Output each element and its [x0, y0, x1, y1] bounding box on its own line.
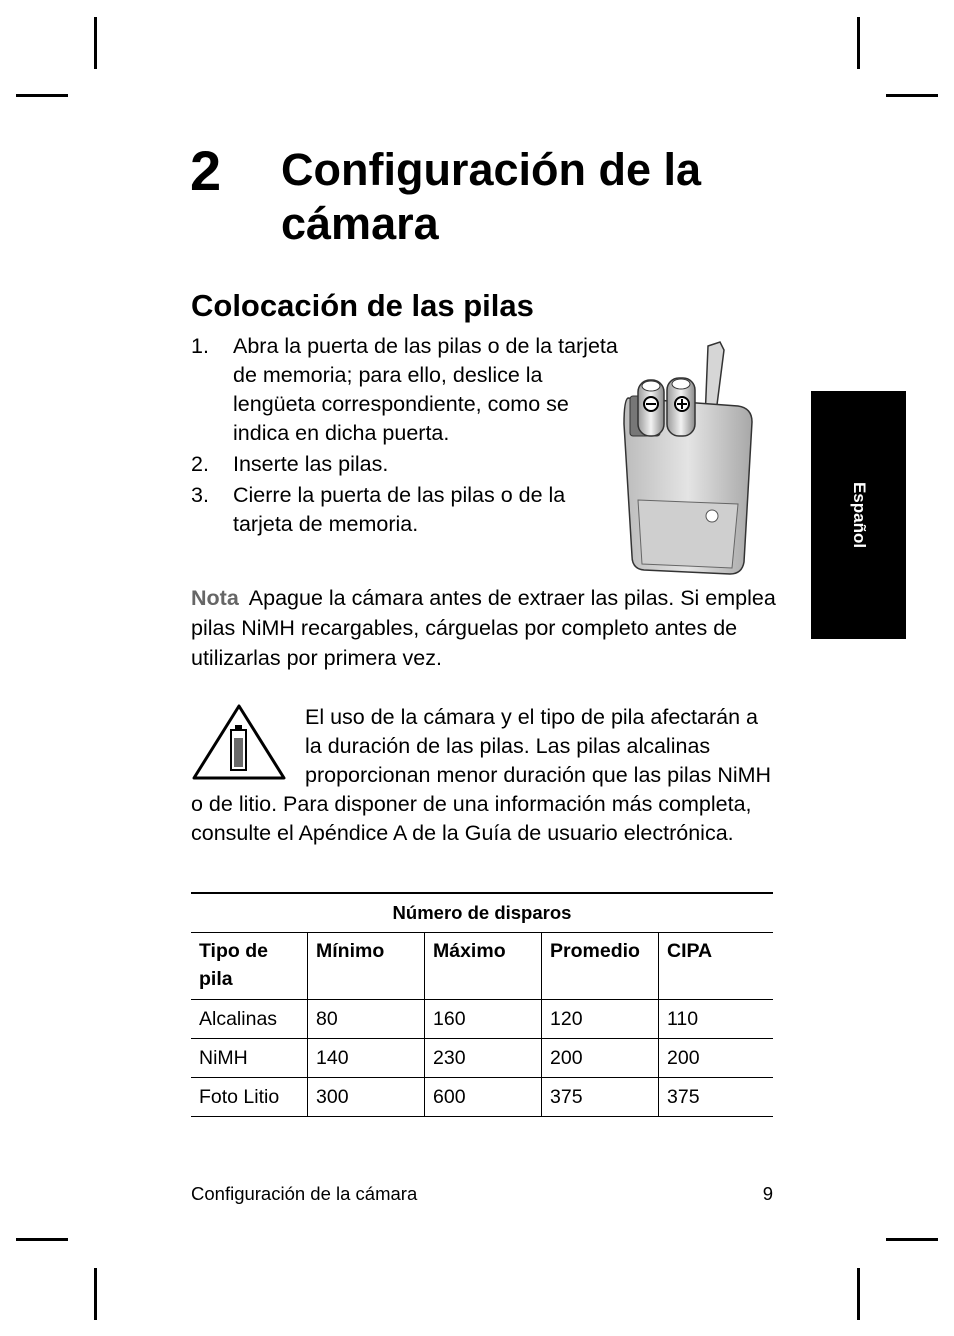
list-item [191, 481, 621, 539]
crop-mark [857, 17, 860, 69]
language-tab [811, 391, 906, 639]
chapter-title: Configuración de la cámara [281, 144, 702, 249]
column-header: Máximo [425, 933, 542, 1000]
note [191, 583, 776, 673]
step-number: 2. [191, 452, 209, 476]
table-cell: 110 [659, 1000, 774, 1039]
column-header: Mínimo [308, 933, 425, 1000]
note-text: Apague la cámara antes de extraer las pilas. Si emplea pilas NiMH recargables, cárguelas por completo antes de utilizarlas por primera vez. [191, 586, 776, 670]
table-cell: 375 [659, 1078, 774, 1117]
crop-mark [94, 1268, 97, 1320]
table-cell: 600 [425, 1078, 542, 1117]
footer-title: Configuración de la cámara [191, 1183, 418, 1204]
camera-battery-illustration [620, 340, 760, 580]
list-item [191, 450, 621, 479]
shots-table [191, 892, 773, 1117]
table-row [191, 1039, 773, 1078]
table-caption: Número de disparos [191, 893, 773, 933]
table-cell: 200 [542, 1039, 659, 1078]
table-cell: 300 [308, 1078, 425, 1117]
step-text: Abra la puerta de las pilas o de la tarjeta de memoria; para ello, deslice la lengüeta correspondiente, como se indica en dicha puerta. [233, 334, 618, 445]
list-item [191, 332, 621, 448]
crop-mark [94, 17, 97, 69]
crop-mark [886, 94, 938, 97]
crop-mark [886, 1238, 938, 1241]
crop-mark [16, 1238, 68, 1241]
table-cell: 200 [659, 1039, 774, 1078]
table-row [191, 1000, 773, 1039]
table-row [191, 1078, 773, 1117]
table-cell: 160 [425, 1000, 542, 1039]
step-number: 3. [191, 483, 209, 507]
table-cell: 80 [308, 1000, 425, 1039]
column-header: CIPA [659, 933, 774, 1000]
table-cell: Foto Litio [191, 1078, 308, 1117]
warning-paragraph: El uso de la cámara y el tipo de pila afectarán a la duración de las pilas. Las pilas alcalinas proporcionan menor duración que las pilas NiMH o de litio. Para disponer de una información más completa, consulte el Apéndice A de la Guía de usuario electrónica. [191, 705, 772, 845]
column-header: Promedio [542, 933, 659, 1000]
page-footer [191, 1183, 773, 1205]
table-cell: 120 [542, 1000, 659, 1039]
step-text: Inserte las pilas. [233, 452, 389, 476]
table-cell: NiMH [191, 1039, 308, 1078]
page-number: 9 [762, 1183, 773, 1204]
chapter-number: 2 [190, 139, 222, 202]
step-text: Cierre la puerta de las pilas o de la tarjeta de memoria. [233, 483, 566, 536]
icon-spacer [191, 703, 305, 789]
table-cell: 375 [542, 1078, 659, 1117]
warning-text [191, 703, 776, 848]
steps-list [191, 332, 621, 541]
note-label: Nota [191, 586, 239, 610]
language-tab-label: Español [849, 481, 869, 549]
crop-mark [857, 1268, 860, 1320]
section-title: Colocación de las pilas [191, 288, 534, 323]
step-number: 1. [191, 334, 209, 358]
column-header: Tipo de pila [191, 933, 308, 1000]
table-cell: Alcalinas [191, 1000, 308, 1039]
table-cell: 140 [308, 1039, 425, 1078]
table-cell: 230 [425, 1039, 542, 1078]
crop-mark [16, 94, 68, 97]
